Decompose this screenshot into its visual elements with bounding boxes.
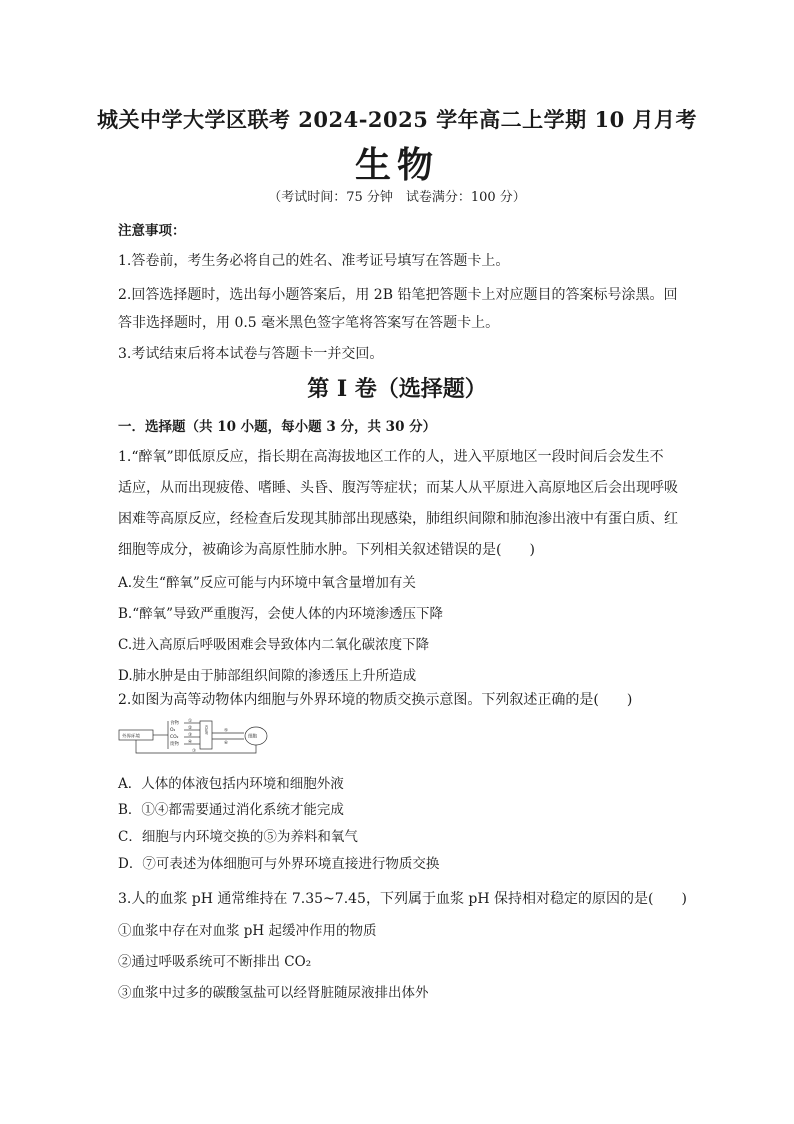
notice-line: 答非选择题时，用 0.5 毫米黑色签字笔将答案写在答题卡上。: [118, 315, 500, 331]
diagram-input-co2: CO₂: [170, 735, 179, 740]
diagram-num-4: ④: [188, 740, 193, 745]
q1-stem-line: 适应，从而出现疲倦、嗜睡、头昏、腹泻等症状；而某人从平原进入高原地区后会出现呼吸: [118, 480, 678, 496]
exam-info: （考试时间：75 分钟 试卷满分：100 分）: [268, 190, 526, 205]
q2-option-b: B．①④都需要通过消化系统才能完成: [118, 802, 344, 818]
notice-heading: 注意事项：: [118, 223, 186, 239]
diagram-input-o2: O₂: [170, 728, 176, 733]
exam-title: 城关中学大学区联考 2024-2025 学年高二上学期 10 月月考: [96, 107, 698, 132]
q3-item-1: ①血浆中存在对血浆 pH 起缓冲作用的物质: [118, 923, 377, 939]
q3-stem: 3.人的血浆 pH 通常维持在 7.35~7.45，下列属于血浆 pH 保持相对稳定的原因的是( ): [118, 891, 687, 907]
q1-option-c: C.进入高原后呼吸困难会导致体内二氧化碳浓度下降: [118, 637, 430, 653]
part-heading: 一．选择题（共 10 小题，每小题 3 分，共 30 分）: [118, 419, 437, 435]
q3-item-3: ③血浆中过多的碳酸氢盐可以经肾脏随尿液排出体外: [118, 985, 429, 1001]
q1-option-b: B.“醉氧”导致严重腹泻，会使人体的内环境渗透压下降: [118, 606, 444, 622]
diagram-input-food: 食物: [170, 721, 179, 726]
q1-stem-line: 困难等高原反应，经检查后发现其肺部出现感染，肺组织间隙和肺泡渗出液中有蛋白质、红: [118, 511, 678, 527]
section-title: 第 I 卷（选择题）: [307, 376, 487, 402]
q1-option-d: D.肺水肿是由于肺部组织间隙的渗透压上升所造成: [118, 668, 417, 684]
diagram-internal-label: 内环境: [204, 725, 208, 735]
diagram-num-3: ③: [188, 733, 193, 738]
q1-option-a: A.发生“醉氧”反应可能与内环境中氧含量增加有关: [118, 575, 416, 591]
diagram-num-7: ⑦: [192, 749, 197, 754]
diagram-input-waste: 废物: [170, 742, 179, 747]
diagram-num-5: ⑤: [224, 728, 229, 734]
subject-title: 生物: [354, 144, 439, 186]
exchange-diagram: [118, 716, 268, 756]
diagram-num-2: ②: [188, 726, 193, 731]
q3-item-2: ②通过呼吸系统可不断排出 CO₂: [118, 954, 312, 970]
notice-line: 1.答卷前，考生务必将自己的姓名、准考证号填写在答题卡上。: [118, 253, 510, 269]
notice-line: 3.考试结束后将本试卷与答题卡一并交回。: [118, 346, 384, 362]
q2-option-a: A．人体的体液包括内环境和细胞外液: [118, 776, 344, 792]
q2-stem: 2.如图为高等动物体内细胞与外界环境的物质交换示意图。下列叙述正确的是( ): [118, 692, 633, 708]
q1-stem-line: 细胞等成分，被确诊为高原性肺水肿。下列相关叙述错误的是( ): [118, 542, 535, 558]
q2-option-d: D．⑦可表述为体细胞可与外界环境直接进行物质交换: [118, 856, 440, 872]
diagram-num-6: ⑥: [224, 741, 229, 746]
q2-option-c: C．细胞与内环境交换的⑤为养料和氧气: [118, 829, 358, 845]
diagram-cell-label: 细胞: [248, 734, 257, 740]
notice-line: 2.回答选择题时，选出每小题答案后，用 2B 铅笔把答题卡上对应题目的答案标号涂黑。回: [118, 287, 678, 303]
diagram-num-1: ①: [188, 719, 193, 724]
diagram-external-label: 外界环境: [122, 734, 140, 740]
q1-stem-line: 1.“醉氧”即低原反应，指长期在高海拔地区工作的人，进入平原地区一段时间后会发生不: [118, 449, 664, 465]
